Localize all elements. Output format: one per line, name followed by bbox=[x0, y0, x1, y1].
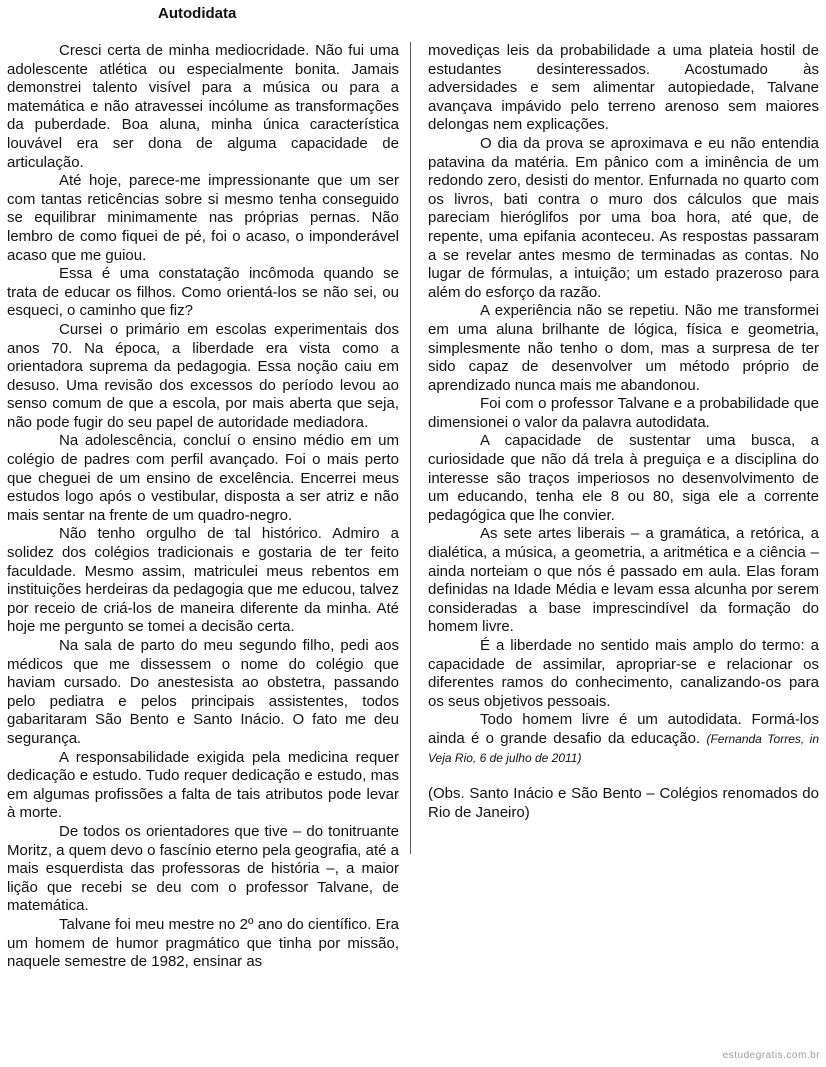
paragraph: Talvane foi meu mestre no 2º ano do científico. Era um homem de humor pragmático que tinha por missão, naquele semestre de 1982, ensinar as bbox=[7, 915, 399, 971]
paragraph: Foi com o professor Talvane e a probabilidade que dimensionei o valor da palavra autodidata. bbox=[428, 395, 819, 431]
paragraph: Cresci certa de minha mediocridade. Não fui uma adolescente atlética ou especialmente bonita. Jamais demonstrei talento visível para a música ou para a matemática e não atravessei incólume as transformações da puberdade. Boa aluna, minha única característica louvável era ser dona de alguma capacidade de articulação. bbox=[7, 42, 399, 171]
paragraph: Não tenho orgulho de tal histórico. Admiro a solidez dos colégios tradicionais e gostaria de ter feito faculdade. Mesmo assim, matriculei meus rebentos em instituições herdeiras da pedagogia que me educou, talvez por receio de criá-los de maneira diferente da minha. Até hoje me pergunto se tomei a decisão certa. bbox=[7, 525, 399, 636]
paragraph: De todos os orientadores que tive – do tonitruante Moritz, a quem devo o fascínio eterno pela geografia, até a mais esquerdista das professoras de história –, a maior lição que recebi se deu com o professor Talvane, de matemática. bbox=[7, 822, 399, 915]
paragraph: Essa é uma constatação incômoda quando se trata de educar os filhos. Como orientá-los se não sei, ou esqueci, o caminho que fiz? bbox=[7, 265, 399, 320]
paragraph: As sete artes liberais – a gramática, a retórica, a dialética, a música, a geometria, a aritmética e a ciência – ainda norteiam o que nós é passado em aula. Elas foram definidas na Idade Média e levam essa alcunha por serem consideradas a base imprescindível da formação do homem livre. bbox=[428, 525, 819, 636]
watermark: estudegratis.com.br bbox=[722, 1050, 820, 1061]
paragraph: A experiência não se repetiu. Não me transformei em uma aluna brilhante de lógica, física e geometria, simplesmente não tenho o dom, mas a surpresa de ter sido capaz de desenvolver um método próprio de aprendizado nunca mais me abandonou. bbox=[428, 302, 819, 394]
paragraph: Até hoje, parece-me impressionante que um ser com tantas reticências sobre si mesmo tenha conseguido se equilibrar minimamente nas próprias pernas. Não lembro de como fiquei de pé, foi o acaso, o imponderável acaso que me guiou. bbox=[7, 172, 399, 264]
paragraph: O dia da prova se aproximava e eu não entendia patavina da matéria. Em pânico com a iminência de um redondo zero, desisti do mentor. Enfurnada no quarto com os livros, bati contra o muro dos cálculos que mais pareciam hieróglifos por uma boa hora, até que, de repente, uma epifania aconteceu. As respostas passaram a se revelar antes mesmo de terminadas as contas. No lugar de fórmulas, a intuição; um estado prazeroso para além do esforço da razão. bbox=[428, 134, 819, 301]
column-divider bbox=[410, 42, 411, 854]
article-title: Autodidata bbox=[158, 5, 237, 22]
paragraph-continuation: movediças leis da probabilidade a uma plateia hostil de estudantes desinteressados. Acostumado às adversidades e sem alimentar autopiedade, Talvane avançava impávido pelo terreno arenoso sem maiores delongas nem explicações. bbox=[428, 42, 819, 134]
paragraph: Na sala de parto do meu segundo filho, pedi aos médicos que me dissessem o nome do colégio que haviam cursado. Do anestesista ao obstetra, passando pelo pediatra e pelos principais assistentes, todos gabaritaram São Bento e Santo Inácio. O fato me deu segurança. bbox=[7, 637, 399, 747]
paragraph: Na adolescência, concluí o ensino médio em um colégio de padres com perfil avançado. Foi o mais perto que cheguei de um ensino de excelência. Encerrei meus estudos logo após o vestibular, disposta a ser atriz e não mais sentar na frente de um quadro-negro. bbox=[7, 432, 399, 524]
paragraph: A capacidade de sustentar uma busca, a curiosidade que não dá trela à preguiça e a disciplina do interesse são traços imperiosos no desenvolvimento de um educando, tenha ele 8 ou 80, siga ele a corrente pedagógica que lhe convier. bbox=[428, 432, 819, 524]
paragraph: Cursei o primário em escolas experimentais dos anos 70. Na época, a liberdade era vista como a orientadora suprema da pedagogia. Essa noção caiu em desuso. Uma revisão dos excessos do período levou ao senso comum de que a escola, por mais aberta que seja, não pode fugir do seu papel de autoridade mediadora. bbox=[7, 320, 399, 431]
right-column bbox=[428, 42, 819, 822]
citation: (Fernanda Torres, in Veja Rio, 6 de julho de 2011) bbox=[428, 731, 820, 765]
paragraph: A responsabilidade exigida pela medicina requer dedicação e estudo. Tudo requer dedicação e estudo, mas em algumas profissões a falta de tais atributos pode levar à morte. bbox=[7, 748, 399, 822]
note: (Obs. Santo Inácio e São Bento – Colégios renomados do Rio de Janeiro) bbox=[428, 785, 819, 821]
final-paragraph bbox=[428, 711, 819, 767]
final-paragraph-text: Todo homem livre é um autodidata. Formá-los ainda é o grande desafio da educação. bbox=[428, 711, 819, 747]
paragraph: É a liberdade no sentido mais amplo do termo: a capacidade de assimilar, apropriar-se e relacionar os diferentes ramos do conhecimento, canalizando-os para os seus objetivos pessoais. bbox=[428, 637, 819, 710]
left-column bbox=[7, 42, 399, 972]
